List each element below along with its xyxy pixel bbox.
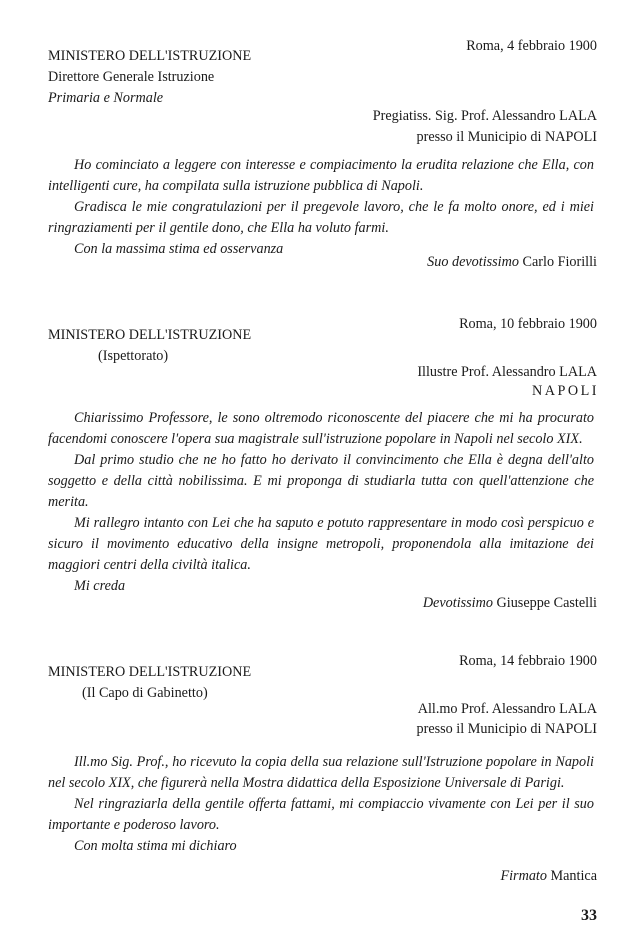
- letter-2-addressee-line-2: NAPOLI: [531, 383, 599, 399]
- letter-1-paragraph: Gradisca le mie congratulazioni per il pregevole lavoro, che le fa molto onore, ed i miei ringraziamenti per il gentile dono, che Ella ha voluto farmi.: [48, 199, 594, 236]
- letter-2-paragraph: Mi rallegro intanto con Lei che ha saputo e potuto rappresentare in modo così perspicuo e sicuro il movimento educativo della insigne metropoli, proponendola alla imitazione dei maggiori centri della civiltà italica.: [48, 515, 594, 573]
- letter-2-paragraph: Dal primo studio che ne ho fatto ho derivato il convincimento che Ella è degna dell'alto soggetto e della città nobilissima. E mi proponga di studiarla tutta con quell'attenzione che merita.: [48, 452, 594, 510]
- letter-3-sender-line-1: MINISTERO DELL'ISTRUZIONE: [48, 664, 252, 680]
- letter-3-body: [48, 752, 594, 857]
- letter-1-sender-line-3: Primaria e Normale: [48, 90, 164, 106]
- letter-2-signature: Giuseppe Castelli: [496, 595, 597, 611]
- letter-2-body: [48, 408, 594, 597]
- letter-2-date: Roma, 10 febbraio 1900: [459, 316, 597, 332]
- letter-3-date: Roma, 14 febbraio 1900: [459, 653, 597, 669]
- letter-3-addressee-line-2: presso il Municipio di NAPOLI: [416, 721, 597, 737]
- letter-1-body: [48, 155, 594, 260]
- letter-2-sender-line-1: MINISTERO DELL'ISTRUZIONE: [48, 327, 252, 343]
- letter-3-paragraph: Nel ringraziarla della gentile offerta fattami, mi compiaccio vivamente con Lei per il suo importante e poderoso lavoro.: [48, 796, 594, 833]
- letter-3-closing: Firmato: [500, 868, 547, 884]
- letter-2-sender-line-2: (Ispettorato): [98, 348, 169, 364]
- page-number: 33: [581, 907, 597, 924]
- letter-2-closing: Devotissimo: [422, 595, 493, 611]
- letter-1-signature: Carlo Fiorilli: [522, 254, 597, 270]
- letter-1-closing: Suo devotissimo: [427, 254, 519, 270]
- letter-2-signoff: [423, 593, 597, 614]
- letter-3-signoff: [500, 866, 597, 887]
- letter-1-sender-line-1: MINISTERO DELL'ISTRUZIONE: [48, 48, 252, 64]
- letter-1-signoff: [427, 252, 597, 273]
- letter-1-date: Roma, 4 febbraio 1900: [466, 38, 597, 54]
- letter-3-addressee-line-1: All.mo Prof. Alessandro LALA: [417, 701, 597, 717]
- letter-1-addressee-line-2: presso il Municipio di NAPOLI: [416, 129, 597, 145]
- letter-2-paragraph: Mi creda: [74, 578, 126, 594]
- letter-1-paragraph: Con la massima stima ed osservanza: [74, 241, 284, 257]
- letter-1-addressee-line-1: Pregiatiss. Sig. Prof. Alessandro LALA: [372, 108, 597, 124]
- letter-2-addressee-line-1: Illustre Prof. Alessandro LALA: [417, 364, 597, 380]
- letter-3-signature: Mantica: [550, 868, 597, 884]
- letter-3-paragraph: Con molta stima mi dichiaro: [74, 838, 237, 854]
- letter-3-sender-line-2: (Il Capo di Gabinetto): [82, 685, 208, 701]
- letter-1-sender-line-2: Direttore Generale Istruzione: [48, 69, 215, 85]
- letter-1-paragraph: Ho cominciato a leggere con interesse e compiacimento la erudita relazione che Ella, con intelligenti cure, ha compilata sulla istruzione pubblica di Napoli.: [48, 157, 594, 194]
- letter-3-paragraph: Ill.mo Sig. Prof., ho ricevuto la copia della sua relazione sull'Istruzione popolare in Napoli nel secolo XIX, che figurerà nella Mostra didattica della Esposizione Universale di Parigi.: [48, 754, 594, 791]
- letter-2-paragraph: Chiarissimo Professore, le sono oltremodo riconoscente del piacere che mi ha procurato facendomi conoscere l'opera sua magistrale sull'istruzione popolare in Napoli nel secolo XIX.: [48, 410, 594, 447]
